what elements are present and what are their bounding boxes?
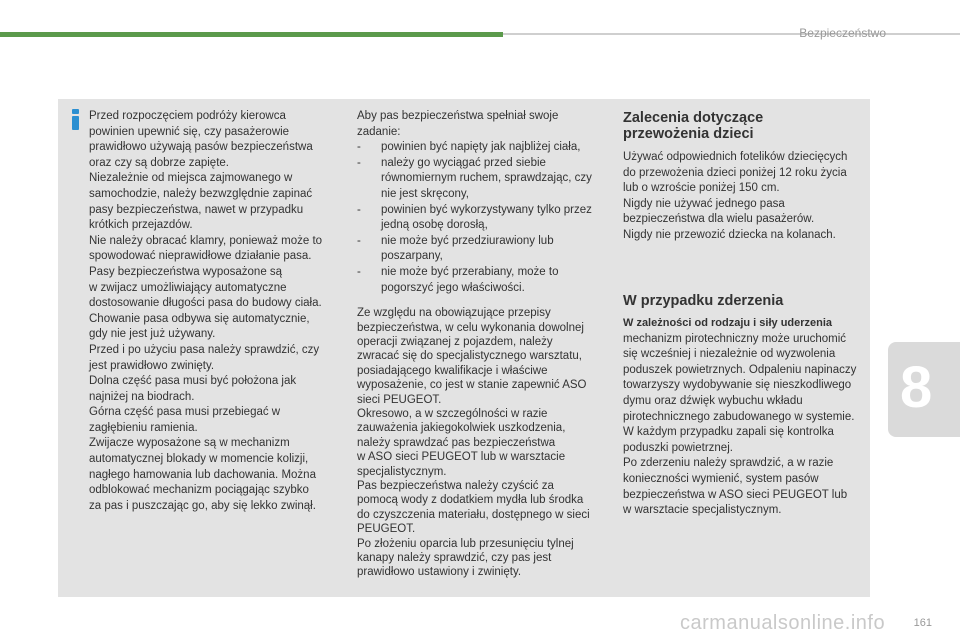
text-line: odblokować mechanizm pociągając szybko — [89, 484, 309, 497]
list-item — [357, 156, 617, 203]
text-line: posiadającego kwalifikacje i właściwe — [357, 364, 548, 377]
text-line: zagłębieniu ramienia. — [89, 421, 198, 434]
text-line: za pas i puszczając go, aby się lekko zwinął. — [89, 499, 316, 512]
chapter-number: 8 — [900, 355, 933, 420]
text-line: Górna część pasa musi przebiegać w — [89, 406, 281, 419]
text-line: bezpieczeństwa, w celu wykonania dowolnej — [357, 321, 584, 334]
list-dash: - — [357, 156, 361, 169]
text-line: poduszek powietrznych. Odpaleniu napinaczy — [623, 363, 857, 376]
text-line: prawidłowo używają pasów bezpieczeństwa — [89, 141, 313, 154]
page-number: 161 — [913, 617, 932, 629]
text-line: do przewożenia dzieci poniżej 12 roku życia — [623, 166, 847, 179]
text-line: automatycznej blokady w momencie kolizji, — [89, 453, 309, 466]
text-line: gdy nie jest już używany. — [89, 328, 216, 341]
section-collision — [623, 293, 873, 519]
text-line: Aby pas bezpieczeństwa spełniał swoje — [357, 110, 559, 122]
text-line: Używać odpowiednich fotelików dziecięcych — [623, 151, 848, 163]
collision-subtitle: W zależności od rodzaju i siły uderzenia — [623, 317, 833, 329]
text-line: Okresowo, a w szczególności w razie — [357, 407, 548, 420]
text-line: pasy bezpieczeństwa, nawet w przypadku — [89, 203, 304, 216]
text-line: pomocą wody z dodatkiem mydła lub środka — [357, 494, 584, 507]
text-line: w zwijacz umożliwiający automatyczne — [89, 281, 287, 294]
section-title-child-transport — [623, 110, 871, 142]
text-line: jedną osobę dorosłą, — [381, 219, 488, 232]
text-line: mechanizm pirotechniczny może uruchomić — [623, 332, 847, 345]
text-line: Chowanie pasa odbywa się automatycznie, — [89, 312, 310, 325]
section-child-transport — [623, 110, 871, 244]
text-line: Dolna część pasa musi być położona jak — [89, 375, 297, 388]
section-title-header: Bezpieczeństwo — [799, 26, 886, 40]
text-line: zadanie: — [357, 125, 401, 138]
text-line: jest prawidłowo zwinięty. — [89, 359, 215, 372]
list-item-text — [381, 156, 617, 203]
text-line: PEUGEOT. — [357, 523, 416, 536]
requirements-list — [357, 140, 617, 296]
child-transport-text — [623, 150, 871, 244]
header-rule — [503, 33, 960, 35]
list-dash: - — [357, 234, 361, 247]
text-line: Po złożeniu oparcia lub przesunięciu tylnej — [357, 537, 574, 550]
list-item-text — [381, 265, 617, 296]
column-seatbelt-requirements — [357, 109, 617, 580]
text-line: zwracać się do specjalistycznego warsztatu, — [357, 350, 582, 363]
text-line: Nigdy nie przewozić dziecka na kolanach. — [623, 228, 836, 241]
text-line: Przed i po użyciu pasa należy sprawdzić, czy — [89, 343, 320, 356]
text-line: dostosowanie długości pasa do budowy ciała. — [89, 297, 322, 310]
text-line: Po zderzeniu należy sprawdzić, a w razie — [623, 457, 834, 470]
list-item — [357, 203, 617, 234]
collision-text — [623, 332, 873, 519]
text-line: Przed rozpoczęciem podróży kierowca — [89, 110, 286, 122]
text-line: samochodzie, należy bezwzględnie zapinać — [89, 187, 313, 200]
text-line: towarzyszy wydobywanie się nieszkodliwego — [623, 379, 852, 392]
text-line: Ze względu na obowiązujące przepisy — [357, 307, 551, 320]
text-line: bezpieczeństwa dla wielu pasażerów. — [623, 213, 815, 226]
text-line: Zwijacze wyposażone są w mechanizm — [89, 437, 290, 450]
text-line: W każdym przypadku zapali się kontrolka — [623, 426, 834, 439]
text-line: prawidłowo ustawiony i zwinięty. — [357, 566, 522, 579]
column-seatbelt-info — [89, 109, 349, 514]
text-line: Pasy bezpieczeństwa wyposażone są — [89, 265, 283, 278]
text-line: nie może być przerabiany, może to — [381, 265, 559, 278]
text-line: nie może być przedziurawiony lub — [381, 234, 554, 247]
text-line: powinien być wykorzystywany tylko przez — [381, 203, 592, 216]
text-line: się wcześniej i niezależnie od wyzwolenia — [623, 348, 836, 361]
info-icon — [69, 109, 82, 130]
text-line: krótkich przejazdów. — [89, 219, 193, 232]
text-line: do czyszczenia materiału, dostępnego w sieci — [357, 508, 590, 521]
text-line: powinien być napięty jak najbliżej ciała, — [381, 141, 581, 154]
section-title-collision: W przypadku zderzenia — [623, 293, 784, 309]
text-line: powinien upewnić się, czy pasażerowie — [89, 125, 290, 138]
list-dash: - — [357, 203, 361, 216]
text-line: w warsztacie specjalistycznym. — [623, 504, 782, 517]
watermark: carmanualsonline.info — [680, 612, 886, 634]
text-line: Niezależnie od miejsca zajmowanego w — [89, 172, 293, 185]
list-item — [357, 265, 617, 296]
text-line: Nie należy obracać klamry, ponieważ może to — [89, 234, 323, 247]
list-dash: - — [357, 141, 361, 154]
text-line: Pas bezpieczeństwa należy czyścić za — [357, 480, 554, 492]
text-line: równomiernym ruchem, sprawdzając, czy — [381, 172, 592, 185]
text-line: kanapy należy sprawdzić, czy pas jest — [357, 552, 552, 565]
text-line: konieczności wymienić, system pasów — [623, 472, 819, 485]
text-line: pirotechnicznego zabudowanego w systemie. — [623, 410, 855, 423]
text-line: wyposażenie, co jest w stanie zapewnić ASO — [357, 379, 587, 392]
text-line: sieci PEUGEOT. — [357, 393, 442, 406]
maintenance-text — [357, 306, 617, 580]
list-dash: - — [357, 265, 361, 278]
text-line: należy go wyciągać przed siebie — [381, 156, 546, 169]
text-line: najniżej na biodrach. — [89, 390, 195, 403]
text-line: nie jest skręcony, — [381, 187, 469, 200]
text-line: zauważenia jakiegokolwiek uszkodzenia, — [357, 422, 566, 435]
text-line: w ASO sieci PEUGEOT lub w warsztacie — [357, 451, 566, 464]
list-item-text — [381, 234, 617, 265]
text-line: lub o wzroście poniżej 150 cm. — [623, 182, 780, 195]
text-line: pogorszyć jego właściwości. — [381, 281, 525, 294]
header-accent-bar — [0, 32, 503, 37]
text-line: Nigdy nie używać jednego pasa — [623, 197, 785, 210]
list-item — [357, 234, 617, 265]
text-line: dymu oraz dźwięk wybuchu wkładu — [623, 394, 803, 407]
list-item-text — [381, 140, 617, 156]
requirements-intro — [357, 109, 617, 140]
list-item-text — [381, 203, 617, 234]
text-line: poduszki powietrznej. — [623, 441, 733, 454]
text-line: oraz czy są dobrze zapięte. — [89, 156, 229, 169]
title-line: Zalecenia dotyczące — [623, 110, 764, 126]
text-line: poszarpany, — [381, 250, 443, 263]
text-line: należy sprawdzać pas bezpieczeństwa — [357, 436, 556, 449]
list-item — [357, 140, 617, 156]
title-line: przewożenia dzieci — [623, 126, 754, 142]
text-line: operacji związanej z pojazdem, należy — [357, 335, 553, 348]
text-line: spowodować nieprawidłowe działanie pasa. — [89, 250, 312, 263]
text-line: specjalistycznym. — [357, 465, 447, 478]
text-line: nagłego hamowania lub dachowania. Można — [89, 468, 316, 481]
text-line: bezpieczeństwa w ASO sieci PEUGEOT lub — [623, 488, 848, 501]
